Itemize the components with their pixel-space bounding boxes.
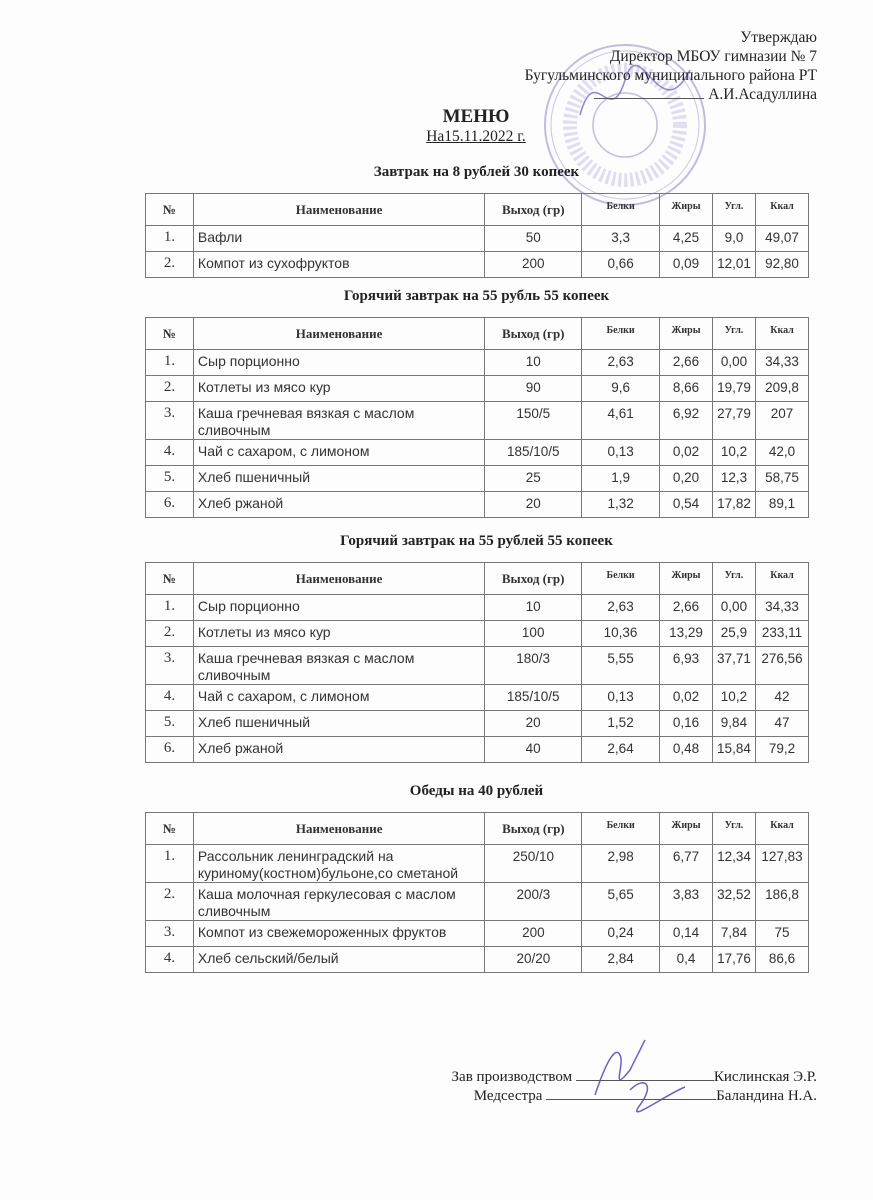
- dish-name: Компот из сухофруктов: [193, 252, 484, 278]
- kcal: 42: [755, 685, 808, 711]
- table-header-row: [146, 563, 809, 595]
- portion-weight: 90: [485, 376, 582, 402]
- dish-name: Сыр порционно: [193, 595, 484, 621]
- dish-name: Хлеб ржаной: [193, 737, 484, 763]
- signature-line: [576, 1080, 714, 1081]
- column-header: Выход (гр): [485, 563, 582, 595]
- kcal: 233,11: [755, 621, 808, 647]
- table-row: [146, 883, 809, 921]
- table-row: [146, 466, 809, 492]
- menu-table: [145, 317, 809, 518]
- fats: 13,29: [660, 621, 713, 647]
- column-header: Угл.: [712, 813, 755, 845]
- table-header-row: [146, 318, 809, 350]
- column-header: Белки: [582, 563, 660, 595]
- dish-name: Компот из свежемороженных фруктов: [193, 921, 485, 947]
- row-number: 6.: [146, 737, 194, 763]
- carbs: 10,2: [712, 685, 755, 711]
- kcal: 34,33: [755, 350, 808, 376]
- row-number: 4.: [146, 440, 194, 466]
- fats: 2,66: [660, 595, 713, 621]
- column-header: Наименование: [193, 194, 484, 226]
- signature-name-nurse: Баландина Н.А.: [716, 1088, 817, 1104]
- table-row: [146, 845, 809, 883]
- proteins: 2,63: [582, 350, 660, 376]
- fats: 0,48: [660, 737, 713, 763]
- fats: 0,02: [660, 685, 713, 711]
- carbs: 9,0: [713, 226, 756, 252]
- column-header: Наименование: [193, 813, 485, 845]
- column-header: Белки: [582, 318, 660, 350]
- carbs: 10,2: [712, 440, 755, 466]
- carbs: 19,79: [712, 376, 755, 402]
- fats: 8,66: [660, 376, 713, 402]
- carbs: 25,9: [712, 621, 755, 647]
- table-row: [146, 402, 809, 440]
- carbs: 15,84: [712, 737, 755, 763]
- dish-name: Рассольник ленинградский на куриному(костном)бульоне,со сметаной: [193, 845, 485, 883]
- section-title: Горячий завтрак на 55 рублей 55 копеек: [340, 533, 613, 549]
- approval-block: [525, 28, 817, 104]
- kcal: 207: [755, 402, 808, 440]
- dish-name: Каша гречневая вязкая с маслом сливочным: [193, 647, 484, 685]
- portion-weight: 25: [485, 466, 582, 492]
- dish-name: Каша гречневая вязкая с маслом сливочным: [193, 402, 484, 440]
- kcal: 92,80: [755, 252, 808, 278]
- row-number: 4.: [146, 685, 194, 711]
- column-header: Ккал: [755, 813, 808, 845]
- portion-weight: 10: [485, 350, 582, 376]
- carbs: 12,01: [713, 252, 756, 278]
- proteins: 5,65: [582, 883, 660, 921]
- table-row: [146, 737, 809, 763]
- proteins: 2,98: [582, 845, 660, 883]
- kcal: 75: [755, 921, 808, 947]
- proteins: 3,3: [582, 226, 660, 252]
- fats: 2,66: [660, 350, 713, 376]
- column-header: Жиры: [660, 813, 713, 845]
- fats: 4,25: [660, 226, 713, 252]
- column-header: Белки: [582, 813, 660, 845]
- portion-weight: 180/3: [485, 647, 582, 685]
- portion-weight: 200: [485, 252, 582, 278]
- proteins: 5,55: [582, 647, 660, 685]
- column-header: Ккал: [755, 318, 808, 350]
- fats: 0,54: [660, 492, 713, 518]
- fats: 6,92: [660, 402, 713, 440]
- carbs: 12,3: [712, 466, 755, 492]
- proteins: 2,63: [582, 595, 660, 621]
- fats: 0,14: [660, 921, 713, 947]
- carbs: 12,34: [712, 845, 755, 883]
- menu-date: На15.11.2022 г.: [426, 128, 526, 145]
- kcal: 209,8: [755, 376, 808, 402]
- kcal: 127,83: [755, 845, 808, 883]
- column-header: №: [146, 318, 194, 350]
- row-number: 1.: [146, 350, 194, 376]
- signature-line: [594, 98, 704, 99]
- proteins: 4,61: [582, 402, 660, 440]
- dish-name: Котлеты из мясо кур: [193, 376, 484, 402]
- column-header: Наименование: [193, 318, 484, 350]
- table-row: [146, 711, 809, 737]
- dish-name: Хлеб ржаной: [193, 492, 484, 518]
- dish-name: Чай с сахаром, с лимоном: [193, 440, 484, 466]
- approval-position: Директор МБОУ гимназии № 7: [609, 48, 817, 65]
- dish-name: Сыр порционно: [193, 350, 484, 376]
- fats: 6,77: [660, 845, 713, 883]
- proteins: 2,64: [582, 737, 660, 763]
- section-title: Обеды на 40 рублей: [409, 783, 544, 799]
- row-number: 1.: [146, 226, 194, 252]
- signature-role-production: Зав производством: [451, 1069, 573, 1085]
- column-header: Угл.: [713, 194, 756, 226]
- portion-weight: 150/5: [485, 402, 582, 440]
- carbs: 9,84: [712, 711, 755, 737]
- signature-line: [546, 1099, 716, 1100]
- row-number: 2.: [146, 621, 194, 647]
- dish-name: Каша молочная геркулесовая с маслом сливочным: [193, 883, 485, 921]
- dish-name: Вафли: [193, 226, 484, 252]
- column-header: №: [146, 194, 194, 226]
- kcal: 86,6: [755, 947, 808, 973]
- section-title: Завтрак на 8 рублей 30 копеек: [373, 164, 580, 180]
- row-number: 4.: [146, 947, 194, 973]
- approval-organization: Бугульминского муниципального района РТ: [524, 67, 817, 84]
- column-header: №: [146, 563, 194, 595]
- row-number: 3.: [146, 402, 194, 440]
- fats: 0,4: [660, 947, 713, 973]
- proteins: 0,66: [582, 252, 660, 278]
- portion-weight: 100: [485, 621, 582, 647]
- portion-weight: 200: [485, 921, 582, 947]
- menu-table: [145, 812, 809, 973]
- column-header: Угл.: [712, 318, 755, 350]
- kcal: 49,07: [755, 226, 808, 252]
- kcal: 276,56: [755, 647, 808, 685]
- kcal: 186,8: [755, 883, 808, 921]
- fats: 0,09: [660, 252, 713, 278]
- kcal: 34,33: [755, 595, 808, 621]
- table-row: [146, 226, 809, 252]
- fats: 3,83: [660, 883, 713, 921]
- carbs: 32,52: [712, 883, 755, 921]
- dish-name: Котлеты из мясо кур: [193, 621, 484, 647]
- portion-weight: 200/3: [485, 883, 582, 921]
- proteins: 9,6: [582, 376, 660, 402]
- table-row: [146, 947, 809, 973]
- row-number: 2.: [146, 883, 194, 921]
- table-row: [146, 621, 809, 647]
- proteins: 2,84: [582, 947, 660, 973]
- row-number: 6.: [146, 492, 194, 518]
- fats: 6,93: [660, 647, 713, 685]
- row-number: 3.: [146, 647, 194, 685]
- dish-name: Хлеб пшеничный: [193, 711, 484, 737]
- table-row: [146, 647, 809, 685]
- carbs: 0,00: [712, 350, 755, 376]
- section-title: Горячий завтрак на 55 рубль 55 копеек: [343, 288, 610, 304]
- signature-role-nurse: Медсестра: [473, 1088, 543, 1104]
- column-header: Жиры: [660, 563, 713, 595]
- column-header: Выход (гр): [485, 318, 582, 350]
- row-number: 1.: [146, 845, 194, 883]
- proteins: 1,9: [582, 466, 660, 492]
- column-header: Белки: [582, 194, 660, 226]
- proteins: 0,13: [582, 440, 660, 466]
- kcal: 58,75: [755, 466, 808, 492]
- kcal: 79,2: [755, 737, 808, 763]
- portion-weight: 20: [485, 492, 582, 518]
- column-header: Жиры: [660, 318, 713, 350]
- table-row: [146, 492, 809, 518]
- approval-heading: Утверждаю: [740, 29, 817, 46]
- menu-table: [145, 193, 809, 278]
- proteins: 0,13: [582, 685, 660, 711]
- carbs: 27,79: [712, 402, 755, 440]
- table-header-row: [146, 194, 809, 226]
- signature-name-production: Кислинская Э.Р.: [713, 1069, 817, 1085]
- kcal: 89,1: [755, 492, 808, 518]
- column-header: Ккал: [755, 563, 808, 595]
- proteins: 1,52: [582, 711, 660, 737]
- dish-name: Чай с сахаром, с лимоном: [193, 685, 484, 711]
- table-row: [146, 252, 809, 278]
- column-header: №: [146, 813, 194, 845]
- proteins: 0,24: [582, 921, 660, 947]
- table-row: [146, 595, 809, 621]
- table-row: [146, 685, 809, 711]
- row-number: 5.: [146, 466, 194, 492]
- kcal: 42,0: [755, 440, 808, 466]
- table-row: [146, 376, 809, 402]
- column-header: Угл.: [712, 563, 755, 595]
- table-row: [146, 921, 809, 947]
- fats: 0,16: [660, 711, 713, 737]
- row-number: 5.: [146, 711, 194, 737]
- portion-weight: 20/20: [485, 947, 582, 973]
- portion-weight: 185/10/5: [485, 685, 582, 711]
- portion-weight: 10: [485, 595, 582, 621]
- column-header: Жиры: [660, 194, 713, 226]
- carbs: 17,76: [712, 947, 755, 973]
- column-header: Выход (гр): [485, 194, 582, 226]
- dish-name: Хлеб сельский/белый: [193, 947, 485, 973]
- dish-name: Хлеб пшеничный: [193, 466, 484, 492]
- portion-weight: 185/10/5: [485, 440, 582, 466]
- portion-weight: 40: [485, 737, 582, 763]
- column-header: Ккал: [755, 194, 808, 226]
- signatures-block: [452, 1068, 817, 1106]
- row-number: 2.: [146, 252, 194, 278]
- portion-weight: 50: [485, 226, 582, 252]
- portion-weight: 20: [485, 711, 582, 737]
- portion-weight: 250/10: [485, 845, 582, 883]
- carbs: 37,71: [712, 647, 755, 685]
- table-row: [146, 350, 809, 376]
- fats: 0,20: [660, 466, 713, 492]
- carbs: 0,00: [712, 595, 755, 621]
- row-number: 2.: [146, 376, 194, 402]
- proteins: 10,36: [582, 621, 660, 647]
- column-header: Наименование: [193, 563, 484, 595]
- page-title: МЕНЮ: [442, 106, 510, 127]
- kcal: 47: [755, 711, 808, 737]
- row-number: 1.: [146, 595, 194, 621]
- menu-table: [145, 562, 809, 763]
- column-header: Выход (гр): [485, 813, 582, 845]
- approval-name: А.И.Асадуллина: [708, 86, 817, 103]
- carbs: 17,82: [712, 492, 755, 518]
- row-number: 3.: [146, 921, 194, 947]
- carbs: 7,84: [712, 921, 755, 947]
- table-row: [146, 440, 809, 466]
- table-header-row: [146, 813, 809, 845]
- fats: 0,02: [660, 440, 713, 466]
- proteins: 1,32: [582, 492, 660, 518]
